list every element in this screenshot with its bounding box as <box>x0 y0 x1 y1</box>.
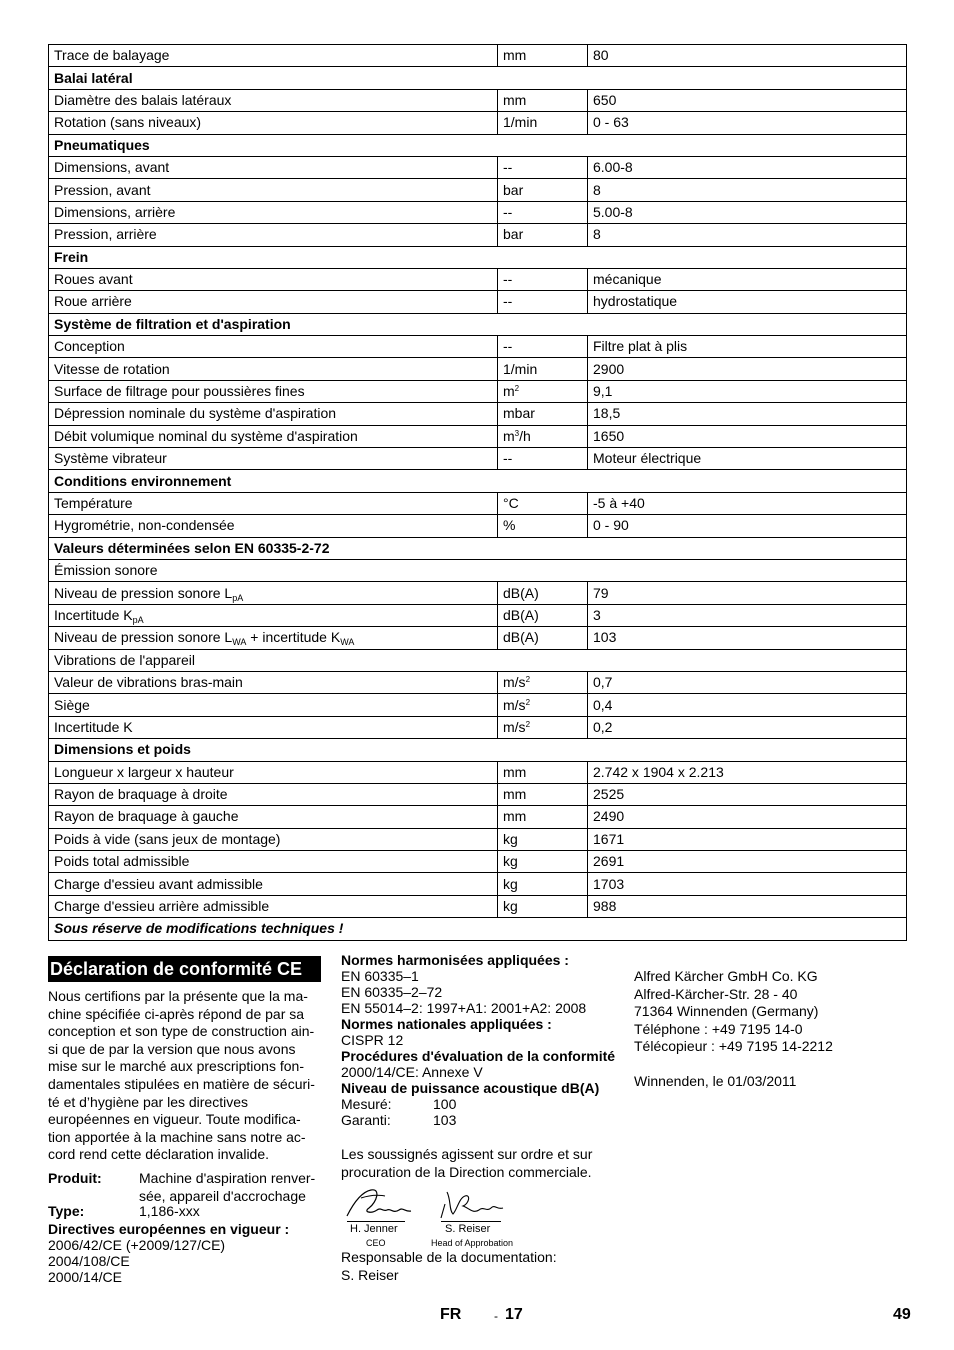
type-value: 1,186-xxx <box>139 1203 200 1220</box>
spec-label <box>49 291 498 313</box>
spec-label <box>49 851 498 873</box>
table-section-header: Balai latéral <box>49 67 907 89</box>
declaration-title: Déclaration de conformité CE <box>48 956 321 982</box>
spec-unit <box>498 224 588 246</box>
national-item: CISPR 12 <box>341 1032 404 1048</box>
table-section-header: Pneumatiques <box>49 134 907 156</box>
spec-label-text: Dimensions, arrière <box>54 203 176 220</box>
spec-unit-text: kg <box>503 830 518 847</box>
table-row <box>49 627 907 649</box>
spec-label-subscript: WA <box>340 637 355 648</box>
measured-row <box>341 1096 621 1112</box>
spec-value: 6.00-8 <box>588 156 907 178</box>
spec-label <box>49 806 498 828</box>
table-row <box>49 918 907 940</box>
spec-unit-text: dB(A) <box>503 606 539 623</box>
spec-unit <box>498 358 588 380</box>
spec-label-text: Rotation (sans niveaux) <box>54 114 202 131</box>
intro-line: té et d’hygiène par les directives <box>48 1093 248 1110</box>
spec-value: 0,2 <box>588 716 907 738</box>
spec-unit-text: -- <box>503 271 513 288</box>
page-number: 49 <box>893 1306 911 1323</box>
spec-unit-text: kg <box>503 853 518 870</box>
table-row <box>49 761 907 783</box>
type-label: Type: <box>48 1203 85 1220</box>
spec-label-text: Surface de filtrage pour poussières fines <box>54 383 305 400</box>
spec-unit-text: /h <box>519 427 531 444</box>
type-row <box>48 1203 322 1221</box>
spec-value: 2.742 x 1904 x 2.213 <box>588 761 907 783</box>
product-value-line: sée, appareil d'accrochage <box>139 1187 306 1204</box>
spec-label-text: Pression, avant <box>54 181 151 198</box>
spec-unit <box>498 895 588 917</box>
spec-unit <box>498 179 588 201</box>
spec-label-text: Longueur x largeur x hauteur <box>54 763 234 780</box>
signer-2-name: S. Reiser <box>445 1223 491 1235</box>
table-row <box>49 537 907 559</box>
spec-value: hydrostatique <box>588 291 907 313</box>
spec-unit-text: mm <box>503 91 527 108</box>
spec-unit <box>498 112 588 134</box>
table-row <box>49 851 907 873</box>
table-section-header: Conditions environnement <box>49 470 907 492</box>
signature-reiser-icon <box>341 1184 541 1224</box>
table-row <box>49 515 907 537</box>
intro-line: européennes en vigueur. Toute modifica- <box>48 1111 301 1128</box>
footer-language: FR <box>440 1306 462 1323</box>
spec-value: 0 - 90 <box>588 515 907 537</box>
spec-label-subscript: pA <box>132 614 144 625</box>
company-line: Alfred-Kärcher-Str. 28 - 40 <box>634 985 798 1002</box>
footer-dash: - <box>494 1309 498 1323</box>
spec-label <box>49 492 498 514</box>
spec-unit-superscript: 2 <box>525 675 531 685</box>
table-row <box>49 828 907 850</box>
spec-unit <box>498 716 588 738</box>
product-value-line: Machine d'aspiration renver- <box>139 1169 316 1186</box>
spec-unit <box>498 201 588 223</box>
spec-unit-text: dB(A) <box>503 584 539 601</box>
spec-value: 650 <box>588 89 907 111</box>
spec-unit-text: kg <box>503 875 518 892</box>
spec-value: mécanique <box>588 268 907 290</box>
spec-unit <box>498 380 588 402</box>
table-row <box>49 403 907 425</box>
spec-unit <box>498 156 588 178</box>
table-row <box>49 134 907 156</box>
spec-value: 1671 <box>588 828 907 850</box>
table-row <box>49 201 907 223</box>
spec-value: 0,7 <box>588 671 907 693</box>
signer-1-name: H. Jenner <box>350 1223 398 1235</box>
spec-unit-text: -- <box>503 338 513 355</box>
spec-unit <box>498 291 588 313</box>
table-row <box>49 604 907 626</box>
spec-value: 8 <box>588 224 907 246</box>
spec-label <box>49 582 498 604</box>
table-section-header: Émission sonore <box>49 559 907 581</box>
spec-unit-text: bar <box>503 226 524 243</box>
spec-label-subscript: pA <box>232 592 244 603</box>
spec-unit <box>498 268 588 290</box>
signature-block <box>341 1184 541 1248</box>
table-section-header: Système de filtration et d'aspiration <box>49 313 907 335</box>
spec-label-text: Valeur de vibrations bras-main <box>54 674 243 691</box>
spec-value: 3 <box>588 604 907 626</box>
spec-unit-text: m/s <box>503 696 526 713</box>
spec-value: Moteur électrique <box>588 448 907 470</box>
spec-label-text: Niveau de pression sonore L <box>54 629 233 646</box>
spec-value: 2525 <box>588 783 907 805</box>
table-row <box>49 671 907 693</box>
spec-label <box>49 112 498 134</box>
spec-label-text: Vitesse de rotation <box>54 360 170 377</box>
spec-label <box>49 336 498 358</box>
spec-unit <box>498 604 588 626</box>
spec-unit <box>498 515 588 537</box>
spec-value: 5.00-8 <box>588 201 907 223</box>
company-line: Télécopieur : +49 7195 14-2212 <box>634 1038 833 1055</box>
table-row <box>49 783 907 805</box>
spec-value: 2691 <box>588 851 907 873</box>
table-row <box>49 895 907 917</box>
spec-unit-text: mm <box>503 786 527 803</box>
table-row <box>49 873 907 895</box>
spec-unit-text: mbar <box>503 405 535 422</box>
declaration-intro <box>48 988 322 1164</box>
spec-label <box>49 156 498 178</box>
spec-label-text: Charge d'essieu arrière admissible <box>54 898 270 915</box>
spec-unit-text: -- <box>503 293 513 310</box>
spec-unit-text: mm <box>503 808 527 825</box>
spec-unit <box>498 761 588 783</box>
procedure-heading: Procédures d'évaluation de la conformité <box>341 1048 616 1064</box>
spec-unit <box>498 694 588 716</box>
spec-label <box>49 45 498 67</box>
spec-label <box>49 380 498 402</box>
spec-unit-superscript: 2 <box>514 384 520 394</box>
signature-line <box>441 1221 501 1222</box>
spec-unit <box>498 627 588 649</box>
directive-item: 2004/108/CE <box>48 1252 130 1269</box>
documentation-responsible <box>341 1249 621 1284</box>
spec-label-text: Rayon de braquage à gauche <box>54 808 239 825</box>
intro-line: cord rend cette déclaration invalide. <box>48 1146 270 1163</box>
intro-line: tion apportée à la machine sans notre ac- <box>48 1128 306 1145</box>
table-section-header: Frein <box>49 246 907 268</box>
spec-label-text: Dimensions, avant <box>54 159 170 176</box>
spec-label <box>49 895 498 917</box>
spec-unit <box>498 671 588 693</box>
spec-label <box>49 179 498 201</box>
spec-unit <box>498 89 588 111</box>
spec-label-text: Système vibrateur <box>54 450 167 467</box>
national-heading: Normes nationales appliquées : <box>341 1016 552 1032</box>
measured-value: 100 <box>433 1096 457 1112</box>
table-row <box>49 380 907 402</box>
spec-value: 8 <box>588 179 907 201</box>
spec-value: 988 <box>588 895 907 917</box>
spec-label <box>49 604 498 626</box>
spec-label <box>49 828 498 850</box>
spec-label <box>49 201 498 223</box>
spec-label-text: Niveau de pression sonore L <box>54 584 233 601</box>
product-row <box>48 1170 322 1205</box>
spec-value: 0,4 <box>588 694 907 716</box>
product-label: Produit: <box>48 1169 102 1186</box>
guaranteed-row <box>341 1112 621 1128</box>
spec-label-text: Dépression nominale du système d'aspiration <box>54 405 337 422</box>
spec-label-text: Roues avant <box>54 271 133 288</box>
spec-label <box>49 425 498 447</box>
spec-label <box>49 873 498 895</box>
intro-line: Nous certifions par la présente que la ma- <box>48 988 308 1004</box>
company-address <box>634 968 924 1091</box>
spec-unit-text: m <box>503 383 515 400</box>
spec-unit-text: -- <box>503 203 513 220</box>
guaranteed-value: 103 <box>433 1112 457 1128</box>
harmonized-item: EN 60335–2–72 <box>341 984 443 1000</box>
spec-label-text: Conception <box>54 338 125 355</box>
spec-label <box>49 515 498 537</box>
spec-value: 1650 <box>588 425 907 447</box>
table-section-header: Valeurs déterminées selon EN 60335-2-72 <box>49 537 907 559</box>
signatories-line: Les soussignés agissent sur ordre et sur <box>341 1146 593 1162</box>
company-line: 71364 Winnenden (Germany) <box>634 1003 819 1020</box>
guaranteed-label: Garanti: <box>341 1112 391 1128</box>
spec-unit <box>498 403 588 425</box>
spec-unit <box>498 582 588 604</box>
spec-unit <box>498 336 588 358</box>
harmonized-heading: Normes harmonisées appliquées : <box>341 952 569 968</box>
signatories-line: procuration de la Direction commerciale. <box>341 1163 592 1180</box>
spec-unit <box>498 828 588 850</box>
spec-unit-text: m/s <box>503 718 526 735</box>
spec-unit-text: kg <box>503 898 518 915</box>
spec-label-text: Roue arrière <box>54 293 132 310</box>
spec-label-text: Incertitude K <box>54 718 133 735</box>
spec-label-text: Hygrométrie, non-condensée <box>54 517 235 534</box>
spec-unit <box>498 806 588 828</box>
spec-label-text: Température <box>54 495 133 511</box>
spec-label-text: Poids total admissible <box>54 853 190 870</box>
sound-heading: Niveau de puissance acoustique dB(A) <box>341 1080 600 1096</box>
harmonized-item: EN 55014–2: 1997+A1: 2001+A2: 2008 <box>341 1000 587 1016</box>
spec-label-text: Diamètre des balais latéraux <box>54 91 232 108</box>
signer-2-role: Head of Approbation <box>431 1238 514 1248</box>
spec-unit <box>498 45 588 67</box>
spec-unit-text: -- <box>503 450 513 467</box>
company-line: Téléphone : +49 7195 14-0 <box>634 1020 803 1037</box>
spec-unit-text: m/s <box>503 674 526 691</box>
spec-value: 80 <box>588 45 907 67</box>
spec-unit-text: -- <box>503 159 513 176</box>
spec-unit-text: bar <box>503 181 524 198</box>
spec-label-text: Rayon de braquage à droite <box>54 786 228 803</box>
spec-unit-text: mm <box>503 763 527 780</box>
spec-value: 18,5 <box>588 403 907 425</box>
directive-item: 2000/14/CE <box>48 1268 122 1285</box>
spec-label-text: Siège <box>54 696 90 713</box>
spec-value: 9,1 <box>588 380 907 402</box>
spec-unit <box>498 448 588 470</box>
spec-label-text: Charge d'essieu avant admissible <box>54 875 263 892</box>
spec-label-text: + incertitude K <box>246 629 341 646</box>
spec-label <box>49 448 498 470</box>
spec-label <box>49 761 498 783</box>
spec-unit-text: % <box>503 517 516 534</box>
spec-label <box>49 783 498 805</box>
table-row <box>49 45 907 67</box>
spec-value: Filtre plat à plis <box>588 336 907 358</box>
spec-label <box>49 716 498 738</box>
spec-value: 2900 <box>588 358 907 380</box>
technical-data-table <box>48 44 907 941</box>
signer-1-role: CEO <box>366 1238 386 1248</box>
spec-value: 0 - 63 <box>588 112 907 134</box>
table-row <box>49 336 907 358</box>
directive-item: 2006/42/CE (+2009/127/CE) <box>48 1236 226 1253</box>
spec-unit-text: 1/min <box>503 114 538 131</box>
spec-unit-text: dB(A) <box>503 629 539 646</box>
spec-label-text: Poids à vide (sans jeux de montage) <box>54 830 281 847</box>
spec-label-text: Débit volumique nominal du système d'aspiration <box>54 427 358 444</box>
signature-line <box>347 1221 405 1222</box>
table-row <box>49 470 907 492</box>
spec-label-text: Incertitude K <box>54 606 133 623</box>
intro-line: chine spécifiée ci-après répond de par sa <box>48 1005 305 1022</box>
spec-unit <box>498 783 588 805</box>
spec-unit-superscript: 2 <box>525 719 531 729</box>
table-row <box>49 806 907 828</box>
spec-unit-superscript: 3 <box>514 428 520 438</box>
table-row <box>49 425 907 447</box>
table-row <box>49 67 907 89</box>
table-row <box>49 358 907 380</box>
spec-label <box>49 403 498 425</box>
product-value <box>139 1170 315 1205</box>
spec-value: 79 <box>588 582 907 604</box>
table-section-header: Dimensions et poids <box>49 739 907 761</box>
table-row <box>49 448 907 470</box>
table-row <box>49 649 907 671</box>
table-row <box>49 156 907 178</box>
table-section-header: Vibrations de l'appareil <box>49 649 907 671</box>
table-row <box>49 313 907 335</box>
table-row <box>49 246 907 268</box>
spec-value: -5 à +40 <box>588 492 907 514</box>
table-row <box>49 112 907 134</box>
harmonized-item: EN 60335–1 <box>341 968 419 984</box>
table-row <box>49 291 907 313</box>
measured-label: Mesuré: <box>341 1096 392 1112</box>
table-row <box>49 268 907 290</box>
footer-section-page: 17 <box>505 1306 523 1323</box>
directives-heading: Directives européennes en vigueur : <box>48 1220 290 1237</box>
spec-unit-superscript: 2 <box>525 697 531 707</box>
table-row <box>49 224 907 246</box>
intro-line: damentales stipulées en matière de sécuri- <box>48 1075 315 1092</box>
table-row <box>49 179 907 201</box>
table-note: Sous réserve de modifications techniques ! <box>49 918 907 940</box>
spec-value: 2490 <box>588 806 907 828</box>
spec-label-text: Trace de balayage <box>54 47 170 64</box>
spec-unit <box>498 492 588 514</box>
spec-unit <box>498 851 588 873</box>
doc-resp-label: Responsable de la documentation: <box>341 1249 557 1265</box>
intro-line: conception et son type de construction ain- <box>48 1023 315 1040</box>
spec-label <box>49 224 498 246</box>
spec-unit-text: °C <box>503 495 519 511</box>
spec-label-subscript: WA <box>232 637 247 648</box>
table-row <box>49 492 907 514</box>
spec-unit-text: m <box>503 427 515 444</box>
table-row <box>49 559 907 581</box>
spec-label <box>49 268 498 290</box>
place-date: Winnenden, le 01/03/2011 <box>634 1072 797 1089</box>
doc-resp-name: S. Reiser <box>341 1266 399 1283</box>
declaration-column-1 <box>48 988 322 1285</box>
spec-unit <box>498 425 588 447</box>
spec-label <box>49 358 498 380</box>
spec-unit-text: mm <box>503 47 527 64</box>
company-line: Alfred Kärcher GmbH Co. KG <box>634 968 818 984</box>
intro-line: si que de par la version que nous avons <box>48 1040 296 1057</box>
spec-label <box>49 694 498 716</box>
signatories-text <box>341 1146 621 1181</box>
procedure-value: 2000/14/CE: Annexe V <box>341 1064 483 1080</box>
spec-label-text: Pression, arrière <box>54 226 157 243</box>
spec-label <box>49 671 498 693</box>
table-row <box>49 89 907 111</box>
declaration-column-2 <box>341 952 621 1181</box>
spec-value: 1703 <box>588 873 907 895</box>
spec-label <box>49 89 498 111</box>
table-row <box>49 739 907 761</box>
spec-unit <box>498 873 588 895</box>
spec-label <box>49 627 498 649</box>
table-row <box>49 716 907 738</box>
table-row <box>49 694 907 716</box>
intro-line: mise sur le marché aux prescriptions fon- <box>48 1058 304 1075</box>
spec-value: 103 <box>588 627 907 649</box>
table-row <box>49 582 907 604</box>
spec-unit-text: 1/min <box>503 360 538 377</box>
